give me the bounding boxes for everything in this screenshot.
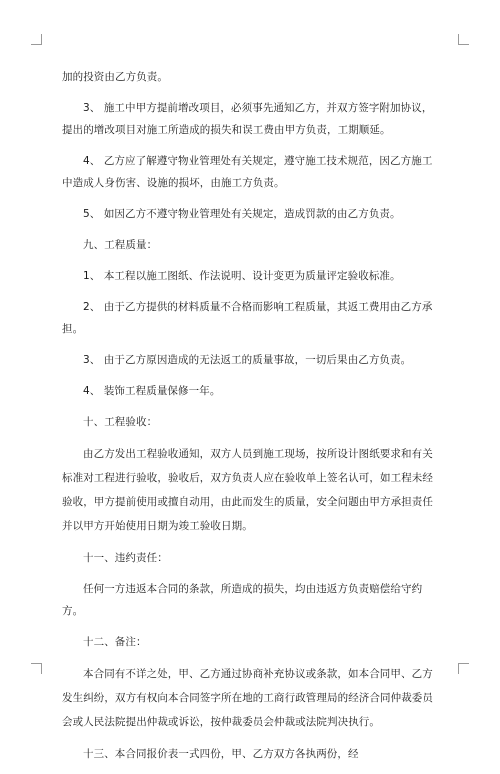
paragraph-clause-4: 4、 乙方应了解遵守物业管理处有关规定，遵守施工技术规范，因乙方施工中造成人身伤害、设施的损坏，由施工方负责。 <box>62 155 433 189</box>
crop-mark-bottom-left <box>31 663 42 674</box>
crop-mark-top-right <box>458 34 469 45</box>
section-heading-acceptance: 十、工程验收： <box>83 416 158 428</box>
paragraph-remarks: 本合同有不详之处，甲、乙方通过协商补充协议或条款，如本合同甲、乙方发生纠纷，双方有权向本合同签字所在地的工商行政管理局的经济合同仲裁委员会或人民法院提出仲裁或诉讼，按仲裁委员会仲裁或法院判决执行。 <box>62 668 433 728</box>
section-heading-remarks: 十二、备注： <box>83 636 147 648</box>
section-heading-breach: 十一、违约责任： <box>83 552 168 564</box>
crop-mark-top-left <box>31 34 42 45</box>
paragraph-continuation: 加的投资由乙方负责。 <box>62 71 168 83</box>
section-heading-quality: 九、工程质量： <box>83 239 158 251</box>
paragraph-acceptance: 由乙方发出工程验收通知，双方人员到施工现场，按所设计图纸要求和有关标准对工程进行验收，验收后，双方负责人应在验收单上签名认可，如工程未经验收，甲方提前使用或擅自动用，由此而发生的质量，安全问题由甲方承担责任并以甲方开始使用日期为竣工验收日期。 <box>62 448 433 532</box>
paragraph-breach: 任何一方违返本合同的条款，所造成的损失，均由违返方负责赔偿给守约方。 <box>62 583 423 617</box>
paragraph-quality-1: 1、 本工程以施工图纸、作法说明、设计变更为质量评定验收标准。 <box>83 270 401 282</box>
paragraph-quality-3: 3、 由于乙方原因造成的无法返工的质量事故，一切后果由乙方负责。 <box>83 354 412 366</box>
paragraph-quality-2: 2、 由于乙方提供的材料质量不合格而影响工程质量，其返工费用由乙方承担。 <box>62 301 433 335</box>
paragraph-clause-3: 3、 施工中甲方提前增改项目，必须事先通知乙方，并双方签字附加协议，提出的增改项目对施工所造成的损失和误工费由甲方负责，工期顺延。 <box>62 102 433 136</box>
paragraph-quality-4: 4、 装饰工程质量保修一年。 <box>83 385 221 397</box>
crop-mark-bottom-right <box>458 663 469 674</box>
paragraph-copies: 十三、本合同报价表一式四份，甲、乙方双方各执两份，经 <box>83 748 359 760</box>
document-body <box>62 66 440 774</box>
paragraph-clause-5: 5、 如因乙方不遵守物业管理处有关规定，造成罚款的由乙方负责。 <box>83 208 401 220</box>
